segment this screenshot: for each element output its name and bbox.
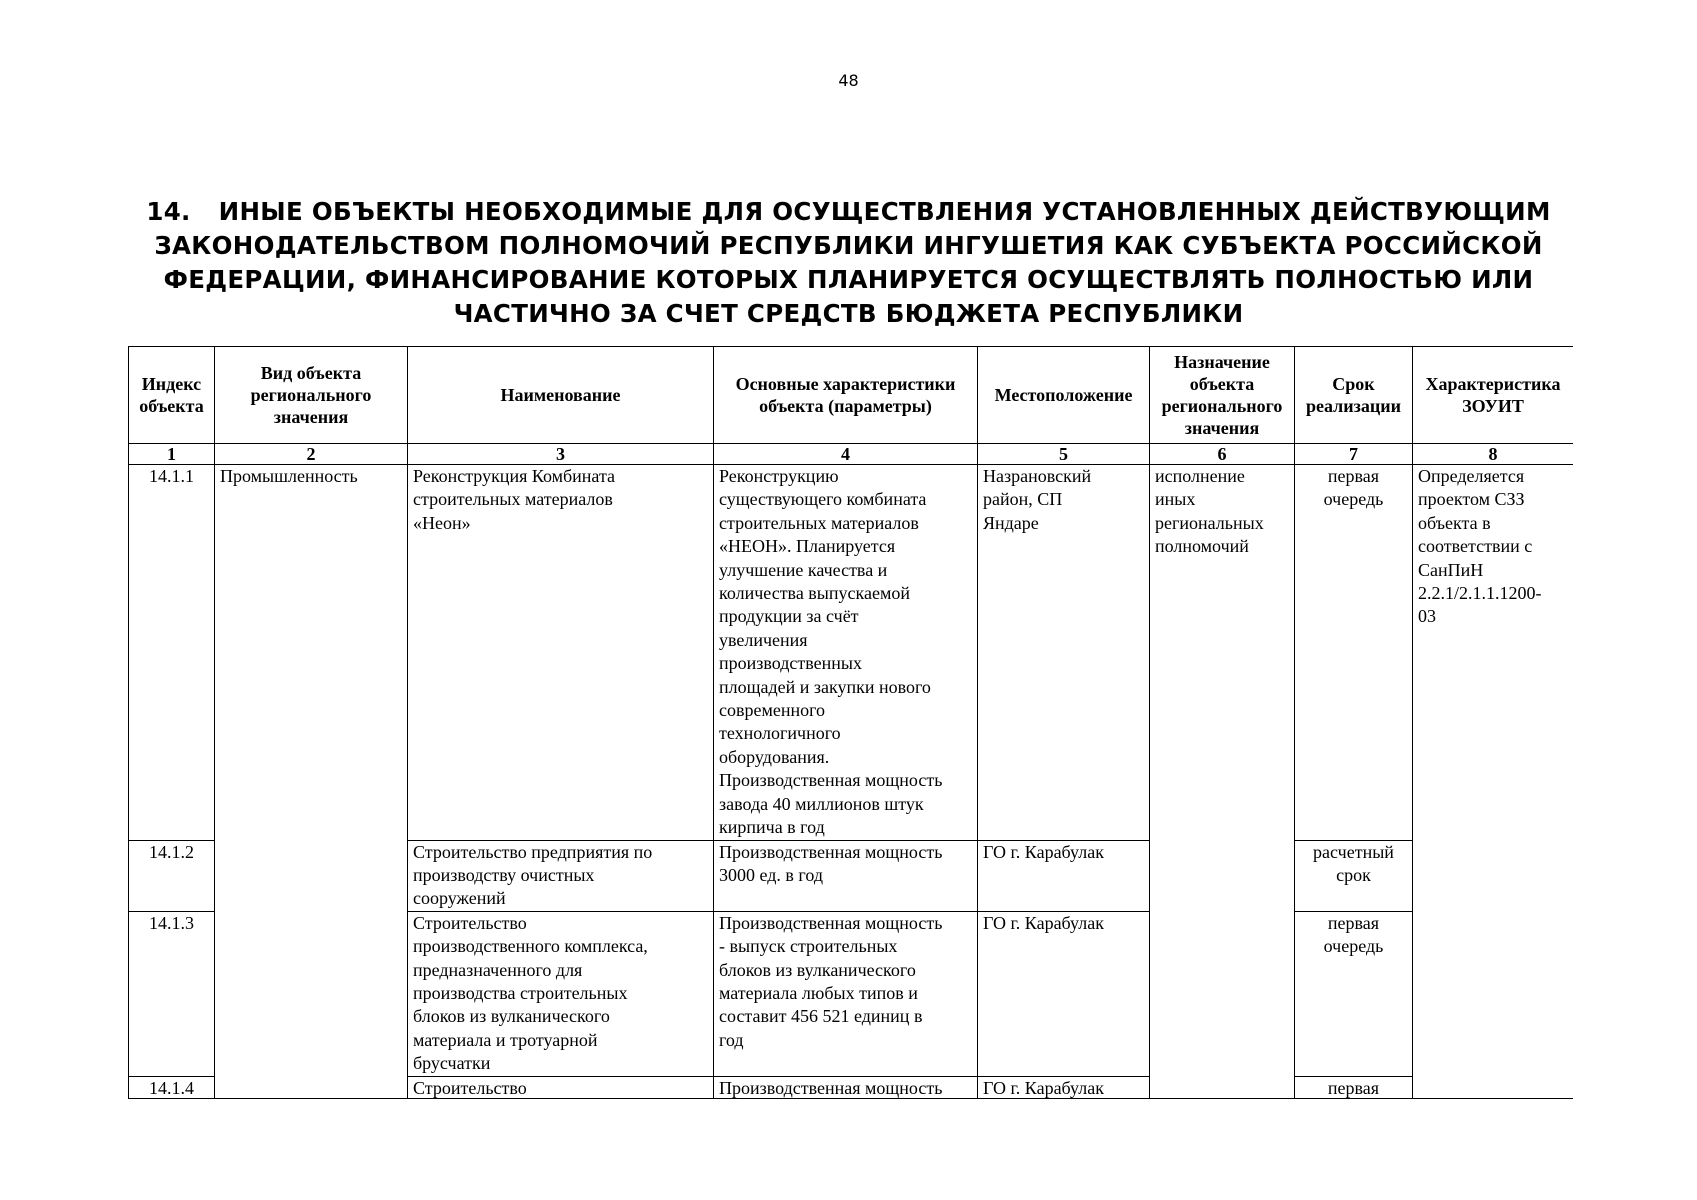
section-number: 14. [146, 197, 191, 226]
row-name: Строительство [408, 1076, 714, 1099]
objects-table [128, 346, 1573, 1099]
column-numbers-row [129, 444, 1574, 465]
object-type-cell: Промышленность [215, 465, 408, 1100]
row-index: 14.1.1 [129, 465, 215, 841]
header-characteristics: Основные характеристики объекта (параметры) [714, 347, 978, 444]
objects-table-container [128, 346, 1573, 1099]
header-object-type: Вид объекта регионального значения [215, 347, 408, 444]
column-number: 4 [714, 444, 978, 465]
row-term: расчетный срок [1295, 840, 1413, 911]
column-number: 3 [408, 444, 714, 465]
section-title: ИНЫЕ ОБЪЕКТЫ НЕОБХОДИМЫЕ ДЛЯ ОСУЩЕСТВЛЕНИЯ УСТАНОВЛЕННЫХ ДЕЙСТВУЮЩИМ ЗАКОНОДАТЕЛЬСТВОМ ПОЛНОМОЧИЙ РЕСПУБЛИКИ ИНГУШЕТИЯ КАК СУБЪЕКТА РОССИЙСКОЙ ФЕДЕРАЦИИ, ФИНАНСИРОВАНИЕ КОТОРЫХ ПЛАНИРУЕТСЯ ОСУЩЕСТВЛЯТЬ ПОЛНОСТЬЮ ИЛИ ЧАСТИЧНО ЗА СЧЕТ СРЕДСТВ БЮДЖЕТА РЕСПУБЛИКИ [154, 197, 1551, 328]
row-location: ГО г. Карабулак [978, 911, 1150, 1076]
row-characteristics: Реконструкцию существующего комбината строительных материалов «НЕОН». Планируется улучшение качества и количества выпускаемой продукции за счёт увеличения производственных площадей и закупки нового современного технологичного оборудования. Производственная мощность завода 40 миллионов штук кирпича в год [714, 465, 978, 841]
header-name: Наименование [408, 347, 714, 444]
row-location: ГО г. Карабулак [978, 1076, 1150, 1099]
row-term: первая очередь [1295, 465, 1413, 841]
row-name: Реконструкция Комбината строительных материалов «Неон» [408, 465, 714, 841]
row-index: 14.1.3 [129, 911, 215, 1076]
column-number: 6 [1150, 444, 1295, 465]
header-location: Местоположение [978, 347, 1150, 444]
header-row [129, 347, 1574, 444]
row-term: первая очередь [1295, 911, 1413, 1076]
row-characteristics: Производственная мощность 3000 ед. в год [714, 840, 978, 911]
page-number: 48 [838, 71, 859, 90]
purpose-cell: исполнение иных региональных полномочий [1150, 465, 1295, 1100]
table-row [129, 465, 1574, 841]
header-zouit: Характеристика ЗОУИТ [1413, 347, 1574, 444]
column-number: 8 [1413, 444, 1574, 465]
column-number: 1 [129, 444, 215, 465]
zouit-cell: Определяется проектом СЗЗ объекта в соответствии с СанПиН 2.2.1/2.1.1.1200- 03 [1413, 465, 1574, 1100]
header-purpose: Назначение объекта регионального значения [1150, 347, 1295, 444]
row-location: Назрановский район, СП Яндаре [978, 465, 1150, 841]
row-name: Строительство производственного комплекса, предназначенного для производства строительных блоков из вулканического материала и тротуарной брусчатки [408, 911, 714, 1076]
row-characteristics: Производственная мощность - выпуск строительных блоков из вулканического материала любых типов и составит 456 521 единиц в год [714, 911, 978, 1076]
header-index: Индекс объекта [129, 347, 215, 444]
column-number: 5 [978, 444, 1150, 465]
section-heading [100, 195, 1597, 331]
column-number: 2 [215, 444, 408, 465]
row-index: 14.1.2 [129, 840, 215, 911]
column-number: 7 [1295, 444, 1413, 465]
row-location: ГО г. Карабулак [978, 840, 1150, 911]
header-term: Срок реализации [1295, 347, 1413, 444]
row-index: 14.1.4 [129, 1076, 215, 1099]
row-name: Строительство предприятия по производству очистных сооружений [408, 840, 714, 911]
row-term: первая [1295, 1076, 1413, 1099]
row-characteristics: Производственная мощность [714, 1076, 978, 1099]
